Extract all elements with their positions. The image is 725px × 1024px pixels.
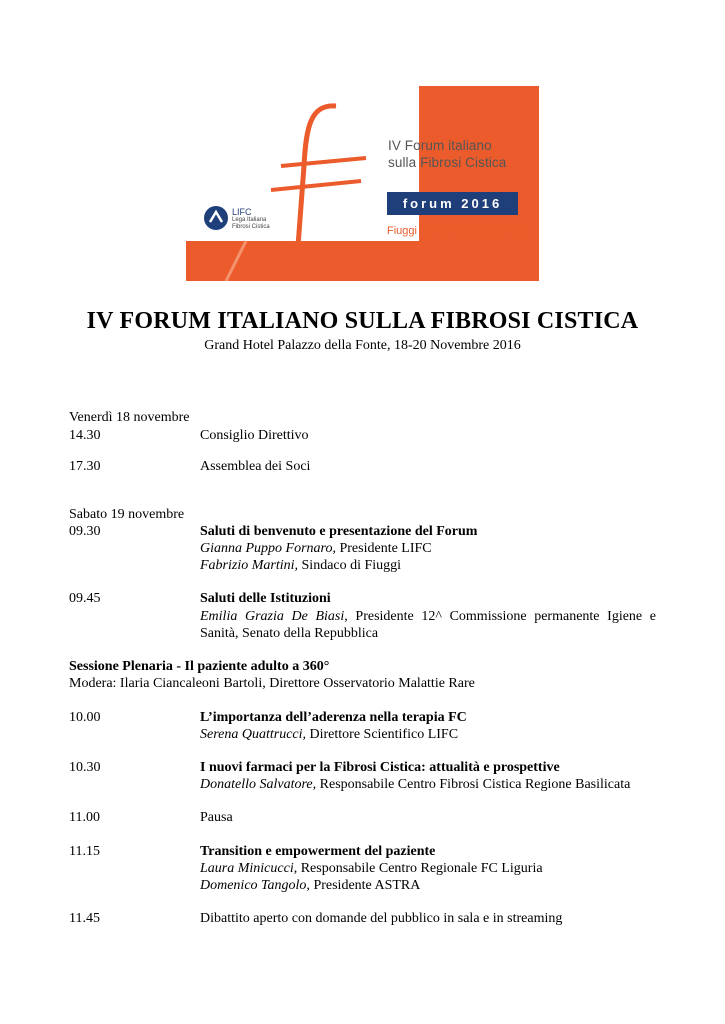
banner-title-line2: sulla Fibrosi Cistica	[388, 155, 507, 170]
agenda-title: I nuovi farmaci per la Fibrosi Cistica: attualità e prospettive	[200, 760, 560, 775]
speaker-role: Direttore Scientifico LIFC	[306, 727, 459, 742]
speaker-role: Presidente ASTRA	[309, 878, 421, 893]
agenda-title: Saluti di benvenuto e presentazione del Forum	[200, 524, 478, 539]
forum-banner	[186, 86, 539, 281]
speaker-line	[200, 541, 432, 557]
agenda-title: L’importanza dell’aderenza nella terapia FC	[200, 710, 467, 725]
lifc-logo-text	[232, 207, 270, 231]
session-moderator: Modera: Ilaria Ciancaleoni Bartoli, Direttore Osservatorio Malattie Rare	[69, 676, 475, 691]
logo-line1: Lega Italiana	[232, 217, 267, 223]
forum-year-badge: forum 2016	[387, 192, 518, 215]
agenda-title: Transition e empowerment del paziente	[200, 844, 436, 859]
speaker-name: Serena Quattrucci,	[200, 727, 307, 742]
speaker-name: Fabrizio Martini,	[200, 558, 299, 573]
page-subtitle: Grand Hotel Palazzo della Fonte, 18-20 Novembre 2016	[204, 338, 521, 353]
agenda-time: 14.30	[69, 428, 101, 443]
session-title: Sessione Plenaria - Il paziente adulto a 360°	[69, 659, 330, 674]
speaker-name: Donatello Salvatore,	[200, 777, 317, 792]
agenda-time: 11.15	[69, 844, 100, 859]
speaker-line	[200, 608, 656, 642]
agenda-time: 10.00	[69, 710, 101, 725]
speaker-name: Emilia Grazia De Biasi	[200, 609, 345, 624]
friday-day-label: Venerdì 18 novembre	[69, 410, 190, 425]
speaker-line	[200, 558, 401, 574]
agenda-time: 09.30	[69, 524, 101, 539]
speaker-line	[200, 878, 420, 894]
speaker-role: , Presidente 12^ Commissione permanente Igiene e Sanità, Senato della Repubblica	[200, 609, 656, 641]
speaker-line	[200, 861, 543, 877]
speaker-line	[200, 727, 458, 743]
agenda-title: Consiglio Direttivo	[200, 428, 309, 443]
speaker-role: Responsabile Centro Fibrosi Cistica Regione Basilicata	[316, 777, 631, 792]
saturday-day-label: Sabato 19 novembre	[69, 507, 185, 522]
agenda-time: 11.00	[69, 810, 100, 825]
banner-title-line1: IV Forum italiano	[388, 138, 492, 153]
speaker-name: Domenico Tangolo,	[200, 878, 310, 893]
logo-abbr: LIFC	[232, 207, 252, 217]
agenda-title: Assemblea dei Soci	[200, 459, 311, 474]
speaker-name: Laura Minicucci,	[200, 861, 298, 876]
agenda-time: 10.30	[69, 760, 101, 775]
speaker-role: Responsabile Centro Regionale FC Liguria	[297, 861, 543, 876]
agenda-title: Dibattito aperto con domande del pubblico in sala e in streaming	[200, 911, 563, 926]
page-title: IV FORUM ITALIANO SULLA FIBROSI CISTICA	[86, 308, 639, 334]
fc-monogram-graphic	[186, 86, 539, 281]
speaker-line	[200, 777, 630, 793]
lifc-logo-icon	[202, 204, 230, 232]
agenda-title: Saluti delle Istituzioni	[200, 591, 331, 606]
speaker-role: Presidente LIFC	[335, 541, 432, 556]
banner-dates: Fiuggi 18-20 Novembre 2016	[387, 225, 530, 237]
speaker-name: Gianna Puppo Fornaro,	[200, 541, 336, 556]
speaker-role: Sindaco di Fiuggi	[298, 558, 402, 573]
logo-line2: Fibrosi Cistica	[232, 224, 270, 230]
agenda-title: Pausa	[200, 810, 233, 825]
agenda-time: 09.45	[69, 591, 101, 606]
agenda-time: 17.30	[69, 459, 101, 474]
agenda-time: 11.45	[69, 911, 100, 926]
